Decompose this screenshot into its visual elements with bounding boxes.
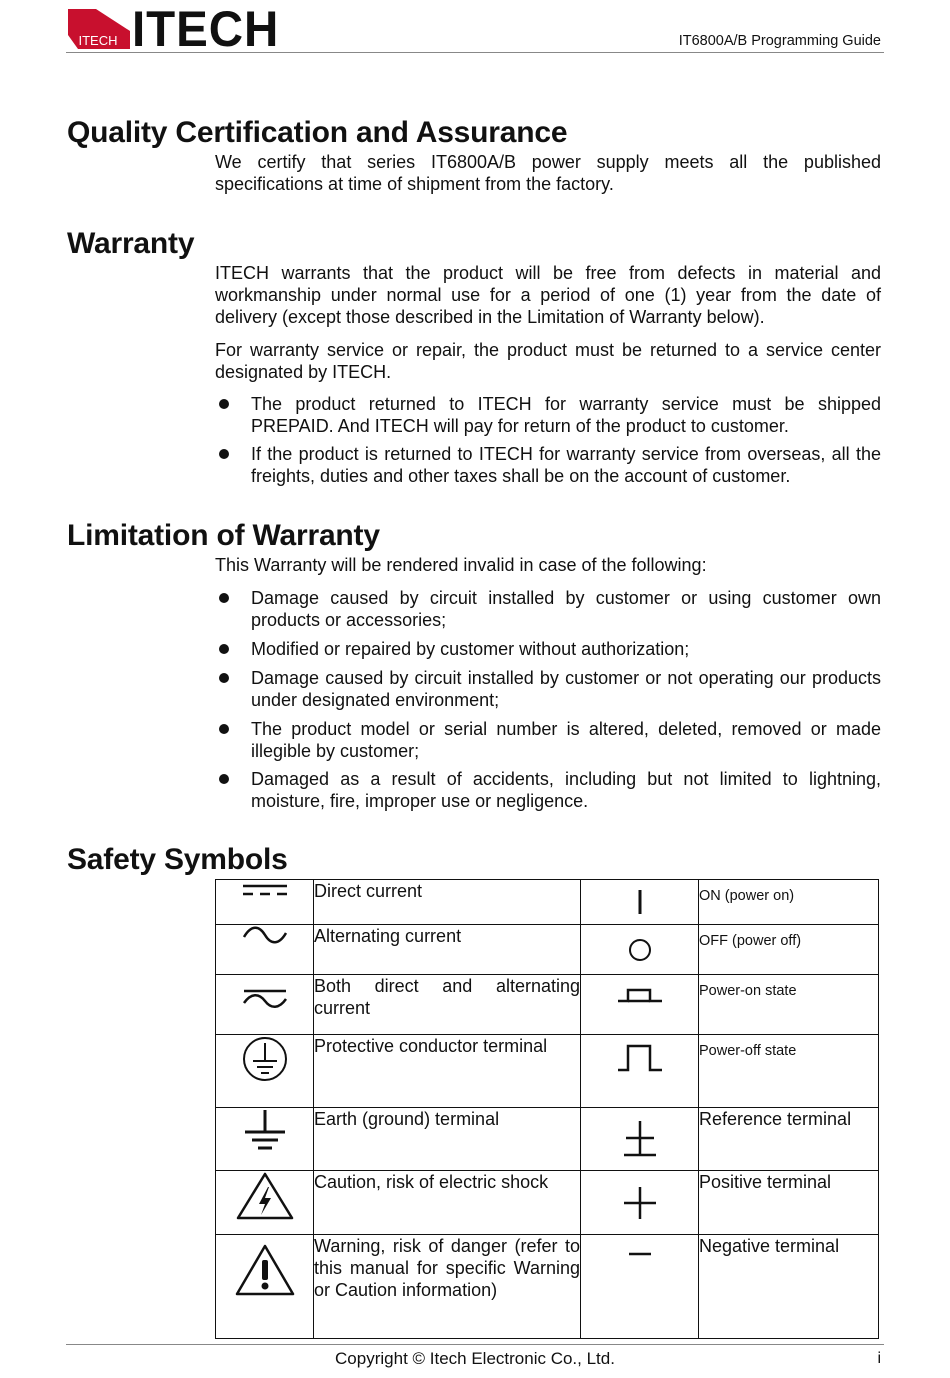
bullet-icon [219, 593, 229, 603]
symbol-label: Caution, risk of electric shock [314, 1171, 581, 1235]
symbol-label: Reference terminal [699, 1108, 879, 1171]
earth-ground-icon [216, 1108, 314, 1171]
bullet-icon [219, 399, 229, 409]
header-divider [66, 52, 884, 53]
symbol-label: Protective conductor terminal [314, 1035, 581, 1108]
quality-heading: Quality Certification and Assurance [67, 116, 568, 149]
table-row [216, 1035, 879, 1108]
symbol-label: ON (power on) [699, 880, 879, 925]
bullet-icon [219, 449, 229, 459]
warranty-paragraph-2: For warranty service or repair, the product must be returned to a service center designated by ITECH. [215, 340, 881, 382]
power-off-icon [581, 925, 699, 975]
list-item [215, 587, 881, 631]
logo-badge [68, 9, 130, 49]
list-item [215, 638, 881, 660]
list-item-text: If the product is returned to ITECH for warranty service from overseas, all the freights, duties and other taxes shall be on the account of customer. [251, 444, 881, 486]
power-off-state-icon [581, 1035, 699, 1108]
quality-text: We certify that series IT6800A/B power supply meets all the published specifications at time of shipment from the factory. [215, 152, 881, 194]
symbol-label: OFF (power off) [699, 925, 879, 975]
bullet-icon [219, 644, 229, 654]
list-item-text: Damage caused by circuit installed by customer or not operating our products under designated environment; [251, 668, 881, 710]
symbol-label: Negative terminal [699, 1235, 879, 1339]
bullet-icon [219, 673, 229, 683]
symbol-label: Both direct and alternating current [314, 975, 581, 1035]
warranty-paragraph-1: ITECH warrants that the product will be free from defects in material and workmanship under normal use for a period of one (1) year from the date of delivery (except those described in the Limitation of Warranty below). [215, 263, 881, 327]
table-row [216, 1171, 879, 1235]
logo-text: ITECH [132, 1, 280, 57]
table-row [216, 975, 879, 1035]
table-row [216, 925, 879, 975]
safety-heading: Safety Symbols [67, 843, 288, 876]
symbol-label: Direct current [314, 880, 581, 925]
footer-copyright: Copyright © Itech Electronic Co., Ltd. [335, 1349, 615, 1368]
reference-terminal-icon [581, 1108, 699, 1171]
table-row [216, 1235, 879, 1339]
list-item [215, 393, 881, 437]
list-item-text: The product returned to ITECH for warranty service must be shipped PREPAID. And ITECH will pay for return of the product to customer. [251, 394, 881, 436]
warranty-heading: Warranty [67, 227, 195, 260]
symbol-label: Power-off state [699, 1035, 879, 1108]
limitation-heading: Limitation of Warranty [67, 519, 380, 552]
itech-logo [68, 1, 287, 57]
power-on-state-icon [581, 975, 699, 1035]
footer-divider [66, 1344, 884, 1345]
list-item-text: The product model or serial number is altered, deleted, removed or made illegible by customer; [251, 719, 881, 761]
table-row [216, 1108, 879, 1171]
symbol-label: Alternating current [314, 925, 581, 975]
positive-terminal-icon [581, 1171, 699, 1235]
bullet-icon [219, 724, 229, 734]
symbol-label: Warning, risk of danger (refer to this manual for specific Warning or Caution information) [314, 1235, 581, 1339]
list-item-text: Damage caused by circuit installed by customer or using customer own products or accessories; [251, 588, 881, 630]
page-number: i [877, 1350, 881, 1367]
list-item-text: Modified or repaired by customer without authorization; [251, 639, 690, 659]
document-title: IT6800A/B Programming Guide [678, 33, 881, 49]
logo-badge-text: ITECH [78, 33, 118, 48]
power-on-icon [581, 880, 699, 925]
protective-conductor-icon [216, 1035, 314, 1108]
direct-current-icon [216, 880, 314, 925]
symbol-label: Power-on state [699, 975, 879, 1035]
symbol-label: Earth (ground) terminal [314, 1108, 581, 1171]
bullet-icon [219, 774, 229, 784]
warning-danger-icon [216, 1235, 314, 1339]
symbol-label: Positive terminal [699, 1171, 879, 1235]
both-current-icon [216, 975, 314, 1035]
list-item [215, 667, 881, 711]
list-item [215, 718, 881, 762]
safety-symbols-table [215, 879, 879, 1339]
table-row [216, 880, 879, 925]
list-item [215, 768, 881, 812]
negative-terminal-icon [581, 1235, 699, 1339]
list-item-text: Damaged as a result of accidents, including but not limited to lightning, moisture, fire, improper use or negligence. [251, 769, 881, 811]
alternating-current-icon [216, 925, 314, 975]
electric-shock-icon [216, 1171, 314, 1235]
list-item [215, 443, 881, 487]
limitation-intro: This Warranty will be rendered invalid in case of the following: [215, 555, 707, 575]
